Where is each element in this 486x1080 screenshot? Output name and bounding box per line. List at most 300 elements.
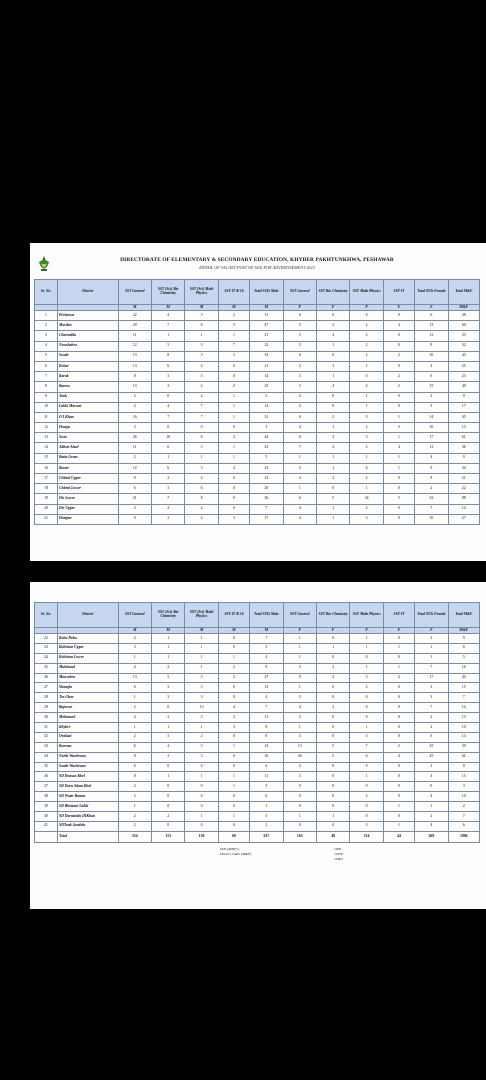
value-cell: 4: [283, 703, 316, 713]
value-cell: 2: [218, 673, 249, 683]
value-cell: 13: [250, 474, 283, 484]
value-cell: 4: [218, 703, 249, 713]
gender-cell: F: [350, 628, 383, 634]
value-cell: 2: [283, 762, 316, 772]
value-cell: 0: [218, 683, 249, 693]
district-cell: SD Darazinda DIKhan: [57, 812, 118, 822]
value-cell: 0: [383, 514, 414, 524]
serial-cell: 37: [35, 782, 58, 792]
serial-cell: 31: [35, 723, 58, 733]
value-cell: 1: [316, 423, 349, 433]
table-row: [35, 494, 480, 504]
value-cell: 1: [350, 663, 383, 673]
total-cell: 637: [250, 831, 283, 842]
value-cell: 2: [316, 474, 349, 484]
value-cell: 1: [218, 392, 249, 402]
table-row: [35, 762, 480, 772]
value-cell: 0: [316, 484, 349, 494]
value-cell: 13: [415, 443, 448, 453]
value-cell: 7: [218, 341, 249, 351]
value-cell: 1: [118, 693, 151, 703]
header-row: [35, 603, 480, 628]
value-cell: 4: [250, 693, 283, 703]
value-cell: 9: [118, 474, 151, 484]
serial-cell: 14: [35, 443, 58, 453]
total-cell: 60: [218, 831, 249, 842]
value-cell: 1: [283, 653, 316, 663]
table-row: [35, 382, 480, 392]
value-cell: 5: [151, 341, 184, 351]
value-cell: 3: [415, 402, 448, 412]
value-cell: 0: [218, 423, 249, 433]
district-cell: Lakki Marwat: [57, 402, 118, 412]
table-row: [35, 663, 480, 673]
value-cell: 1: [185, 634, 218, 644]
value-cell: 0: [218, 762, 249, 772]
table-row: [35, 683, 480, 693]
value-cell: 0: [218, 643, 249, 653]
table-row: [35, 412, 480, 422]
value-cell: 26: [283, 752, 316, 762]
value-cell: 4: [415, 772, 448, 782]
value-cell: 1: [218, 782, 249, 792]
total-cell: 44: [383, 831, 414, 842]
value-cell: 39: [448, 742, 479, 752]
value-cell: 2: [185, 514, 218, 524]
value-cell: 0: [218, 732, 249, 742]
value-cell: 1: [151, 331, 184, 341]
value-cell: 1: [185, 812, 218, 822]
serial-cell: 13: [35, 433, 58, 443]
total-row: [35, 831, 480, 842]
value-cell: 4: [383, 443, 414, 453]
value-cell: 3: [185, 693, 218, 703]
value-cell: 2: [151, 663, 184, 673]
value-cell: 2: [283, 713, 316, 723]
table-row: [35, 351, 480, 361]
value-cell: 0: [383, 402, 414, 412]
value-cell: 1: [185, 331, 218, 341]
value-cell: 1: [151, 634, 184, 644]
value-cell: 6: [250, 792, 283, 802]
column-header: SST-IT: [383, 280, 414, 305]
value-cell: 0: [350, 713, 383, 723]
value-cell: 25: [250, 382, 283, 392]
district-cell: Chitral Upper: [57, 474, 118, 484]
value-cell: 0: [151, 762, 184, 772]
serial-cell: 5: [35, 351, 58, 361]
value-cell: 1: [283, 484, 316, 494]
value-cell: 4: [316, 382, 349, 392]
value-cell: 0: [383, 732, 414, 742]
value-cell: 0: [316, 732, 349, 742]
value-cell: 0: [218, 792, 249, 802]
value-cell: 4: [350, 382, 383, 392]
gender-cell: F: [383, 628, 414, 634]
value-cell: 2: [218, 663, 249, 673]
value-cell: 3: [185, 351, 218, 361]
table-row: [35, 752, 480, 762]
value-cell: 10: [151, 433, 184, 443]
column-header: SST Bio Chemistry: [316, 280, 349, 305]
value-cell: 1: [283, 812, 316, 822]
value-cell: 2: [118, 453, 151, 463]
value-cell: 3: [118, 504, 151, 514]
district-cell: D I Khan: [57, 412, 118, 422]
total-cell: 114: [350, 831, 383, 842]
value-cell: 6: [118, 742, 151, 752]
table-row: [35, 321, 480, 331]
value-cell: 2: [316, 703, 349, 713]
column-header: Total SSTs Male: [250, 280, 283, 305]
column-header: Total M&F: [448, 280, 479, 305]
value-cell: 6: [448, 643, 479, 653]
total-cell: 130: [185, 831, 218, 842]
district-cell: Abbott Abad: [57, 443, 118, 453]
value-cell: 6: [283, 494, 316, 504]
value-cell: 0: [316, 713, 349, 723]
value-cell: 0: [185, 792, 218, 802]
value-cell: 0: [415, 782, 448, 792]
value-cell: 1: [383, 463, 414, 473]
value-cell: 1: [151, 453, 184, 463]
column-header: SST General: [283, 280, 316, 305]
value-cell: 0: [350, 802, 383, 812]
district-cell: Nowshehra: [57, 341, 118, 351]
value-cell: 2: [118, 782, 151, 792]
value-cell: 6: [283, 412, 316, 422]
value-cell: 2: [316, 673, 349, 683]
column-header: SST (Sci) Math Physics: [185, 603, 218, 628]
value-cell: 0: [383, 653, 414, 663]
value-cell: 7: [185, 402, 218, 412]
serial-cell: 26: [35, 673, 58, 683]
total-cell: 334: [118, 831, 151, 842]
district-cell: South Waziristan: [57, 762, 118, 772]
gender-cell: M: [118, 628, 151, 634]
gender-cell: F: [415, 628, 448, 634]
value-cell: 3: [283, 463, 316, 473]
value-cell: 0: [316, 772, 349, 782]
column-header: SST General: [283, 603, 316, 628]
value-cell: 8: [415, 341, 448, 351]
total-cell: 1006: [448, 831, 479, 842]
value-cell: 21: [250, 331, 283, 341]
value-cell: 1: [185, 772, 218, 782]
value-cell: 2: [118, 812, 151, 822]
table-row: [35, 474, 480, 484]
value-cell: 16: [448, 663, 479, 673]
value-cell: 15: [448, 772, 479, 782]
table-row: [35, 802, 480, 812]
district-cell: SD Wazir Bannu: [57, 792, 118, 802]
serial-cell: 39: [35, 802, 58, 812]
district-cell: Swabi: [57, 351, 118, 361]
value-cell: 1: [218, 772, 249, 782]
value-cell: 1: [218, 443, 249, 453]
value-cell: 0: [185, 802, 218, 812]
value-cell: 0: [218, 693, 249, 703]
value-cell: 4: [383, 321, 414, 331]
value-cell: 3: [448, 782, 479, 792]
value-cell: 0: [350, 703, 383, 713]
value-cell: 6: [151, 463, 184, 473]
value-cell: 0: [383, 693, 414, 703]
value-cell: 14: [448, 703, 479, 713]
table-row: [35, 372, 480, 382]
value-cell: 1: [383, 663, 414, 673]
value-cell: 2: [350, 423, 383, 433]
value-cell: 27: [448, 514, 479, 524]
value-cell: 4: [151, 311, 184, 321]
value-cell: 0: [316, 351, 349, 361]
table-row: [35, 514, 480, 524]
footer-label-district-cadre: District Cadre (M&F): [220, 851, 252, 856]
table-row: [35, 812, 480, 822]
value-cell: 31: [250, 412, 283, 422]
table-row: [35, 331, 480, 341]
value-cell: 1: [415, 802, 448, 812]
value-cell: 2: [218, 382, 249, 392]
value-cell: 3: [185, 683, 218, 693]
value-cell: 2: [415, 723, 448, 733]
value-cell: 36: [448, 443, 479, 453]
value-cell: 7: [415, 663, 448, 673]
value-cell: 6: [283, 311, 316, 321]
value-cell: 1: [151, 772, 184, 782]
serial-cell: 8: [35, 382, 58, 392]
district-cell: Orakzai: [57, 732, 118, 742]
value-cell: 1: [185, 723, 218, 733]
value-cell: 3: [283, 382, 316, 392]
value-cell: 23: [448, 372, 479, 382]
district-cell: SD Hassan Khel: [57, 772, 118, 782]
value-cell: 60: [448, 321, 479, 331]
value-cell: 44: [448, 673, 479, 683]
value-cell: 20: [250, 484, 283, 494]
value-cell: 6: [118, 683, 151, 693]
value-cell: 13: [283, 742, 316, 752]
value-cell: 23: [250, 443, 283, 453]
table-row: [35, 504, 480, 514]
serial-cell: 9: [35, 392, 58, 402]
value-cell: 3: [350, 673, 383, 683]
value-cell: 17: [415, 673, 448, 683]
value-cell: 16: [118, 412, 151, 422]
value-cell: 0: [151, 821, 184, 831]
value-cell: 2: [415, 484, 448, 494]
value-cell: 2: [415, 634, 448, 644]
gender-cell: F: [316, 628, 349, 634]
table-row: [35, 792, 480, 802]
value-cell: 22: [118, 311, 151, 321]
serial-cell: 30: [35, 713, 58, 723]
serial-cell: 40: [35, 812, 58, 822]
table-row: [35, 643, 480, 653]
value-cell: 0: [218, 484, 249, 494]
value-cell: 3: [151, 514, 184, 524]
value-cell: 1: [218, 402, 249, 412]
value-cell: 4: [350, 463, 383, 473]
value-cell: 17: [448, 402, 479, 412]
value-cell: 25: [448, 361, 479, 371]
value-cell: 0: [218, 494, 249, 504]
value-cell: 33: [448, 331, 479, 341]
value-cell: 3: [350, 372, 383, 382]
value-cell: 2: [383, 673, 414, 683]
value-cell: 0: [383, 683, 414, 693]
footer-value-1: 1006: [334, 846, 341, 851]
district-cell: Mardan: [57, 321, 118, 331]
value-cell: 2: [415, 812, 448, 822]
value-cell: 47: [250, 321, 283, 331]
value-cell: 0: [383, 341, 414, 351]
value-cell: 8: [118, 772, 151, 782]
value-cell: 7: [250, 504, 283, 514]
value-cell: 6: [448, 821, 479, 831]
district-cell: SD Dara Adam Khel: [57, 782, 118, 792]
value-cell: 5: [383, 494, 414, 504]
value-cell: 0: [383, 812, 414, 822]
gender-cell: M: [151, 628, 184, 634]
value-cell: 2: [185, 361, 218, 371]
value-cell: 1: [316, 453, 349, 463]
serial-cell: 36: [35, 772, 58, 782]
value-cell: 5: [316, 494, 349, 504]
value-cell: 0: [218, 752, 249, 762]
value-cell: 8: [118, 372, 151, 382]
vacancy-table-page-2: [34, 602, 480, 843]
value-cell: 3: [283, 732, 316, 742]
value-cell: 2: [383, 351, 414, 361]
value-cell: 5: [250, 643, 283, 653]
district-cell: Chitral Lower: [57, 484, 118, 494]
value-cell: 6: [283, 433, 316, 443]
district-cell: SD Bhettani Lakki: [57, 802, 118, 812]
value-cell: 6: [151, 443, 184, 453]
value-cell: 3: [283, 331, 316, 341]
footer-value-2: 12978: [334, 851, 343, 856]
value-cell: 1: [118, 802, 151, 812]
value-cell: 1: [350, 643, 383, 653]
serial-cell: 28: [35, 693, 58, 703]
vacancy-table-page-1: [34, 279, 480, 525]
value-cell: 2: [350, 474, 383, 484]
table-row: [35, 361, 480, 371]
value-cell: 11: [250, 772, 283, 782]
value-cell: 10: [448, 792, 479, 802]
value-cell: 1: [316, 504, 349, 514]
gender-cell: F: [316, 305, 349, 311]
value-cell: 4: [250, 653, 283, 663]
column-header: SST Bio Chemistry: [316, 603, 349, 628]
value-cell: 13: [448, 713, 479, 723]
value-cell: 0: [283, 792, 316, 802]
value-cell: 12: [250, 683, 283, 693]
document-page-1: [30, 243, 486, 561]
gender-cell: M&F: [448, 305, 479, 311]
value-cell: 8: [448, 392, 479, 402]
table-row: [35, 703, 480, 713]
value-cell: 1: [316, 372, 349, 382]
value-cell: 38: [448, 311, 479, 321]
table-row: [35, 634, 480, 644]
value-cell: 4: [415, 792, 448, 802]
value-cell: 1: [283, 723, 316, 733]
value-cell: 1: [218, 331, 249, 341]
district-cell: Dir Lower: [57, 494, 118, 504]
district-cell: Haripur: [57, 514, 118, 524]
value-cell: 2: [448, 802, 479, 812]
value-cell: 9: [118, 514, 151, 524]
table-row: [35, 693, 480, 703]
serial-cell: 27: [35, 683, 58, 693]
value-cell: 0: [383, 361, 414, 371]
column-header: SST-IT B-16: [218, 280, 249, 305]
value-cell: 88: [448, 494, 479, 504]
total-cell: 48: [316, 831, 349, 842]
value-cell: 3: [185, 752, 218, 762]
value-cell: 1: [185, 643, 218, 653]
value-cell: 1: [218, 742, 249, 752]
value-cell: 6: [185, 433, 218, 443]
value-cell: 14: [250, 372, 283, 382]
value-cell: 6: [118, 484, 151, 494]
value-cell: 7: [185, 412, 218, 422]
value-cell: 2: [118, 392, 151, 402]
table-row: [35, 713, 480, 723]
value-cell: 2: [118, 821, 151, 831]
value-cell: 2: [316, 663, 349, 673]
value-cell: 7: [250, 634, 283, 644]
value-cell: 15: [448, 683, 479, 693]
value-cell: 40: [448, 382, 479, 392]
value-cell: 1: [316, 463, 349, 473]
value-cell: 21: [118, 494, 151, 504]
value-cell: 1: [383, 802, 414, 812]
summary-footer: [34, 847, 480, 871]
value-cell: 2: [350, 792, 383, 802]
value-cell: 2: [350, 351, 383, 361]
table-row: [35, 742, 480, 752]
value-cell: 22: [448, 484, 479, 494]
value-cell: 2: [185, 474, 218, 484]
value-cell: 1: [185, 453, 218, 463]
value-cell: 1: [151, 723, 184, 733]
value-cell: 1: [218, 812, 249, 822]
total-cell: 369: [415, 831, 448, 842]
serial-cell: 34: [35, 752, 58, 762]
value-cell: 1: [350, 402, 383, 412]
value-cell: 3: [151, 732, 184, 742]
serial-cell: 23: [35, 643, 58, 653]
value-cell: 1: [383, 643, 414, 653]
value-cell: 2: [350, 443, 383, 453]
value-cell: 0: [316, 723, 349, 733]
table-row: [35, 392, 480, 402]
value-cell: 3: [151, 693, 184, 703]
value-cell: 3: [415, 693, 448, 703]
serial-cell: 22: [35, 634, 58, 644]
district-cell: Batta Gram: [57, 453, 118, 463]
value-cell: 4: [316, 331, 349, 341]
value-cell: 0: [151, 423, 184, 433]
value-cell: 3: [185, 311, 218, 321]
value-cell: 4: [151, 742, 184, 752]
document-header: [34, 251, 480, 279]
value-cell: 33: [250, 351, 283, 361]
value-cell: 61: [448, 752, 479, 762]
